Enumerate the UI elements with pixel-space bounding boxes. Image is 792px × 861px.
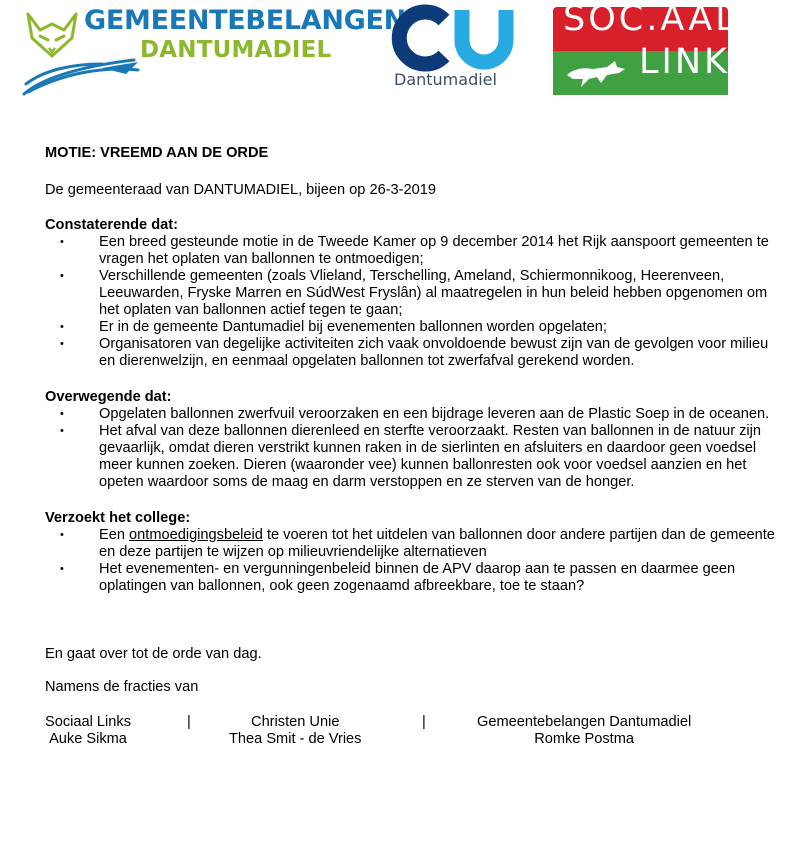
signatory-separator: |: [187, 714, 191, 730]
list-item: [45, 423, 775, 491]
signatory-party: Christen Unie: [251, 714, 340, 730]
list-item: [45, 406, 775, 423]
list-item: [45, 319, 775, 336]
christenunie-logo-subtitle: Dantumadiel: [394, 70, 497, 89]
signatory-sociaal-links: [45, 714, 131, 748]
cu-letters-mark: [392, 8, 512, 68]
bullet: •: [60, 270, 64, 282]
sociaal-links-logo-line1: SOC.AAL: [563, 0, 738, 39]
signatory-name: Auke Sikma: [49, 731, 127, 747]
swoosh-icon: [22, 56, 142, 96]
list-item: [45, 561, 775, 595]
sociaal-links-logo: [553, 0, 756, 95]
overwegende-list: [45, 406, 775, 491]
list-item: [45, 336, 775, 370]
motion-title: MOTIE: VREEMD AAN DE ORDE: [45, 145, 269, 161]
bullet: •: [60, 321, 64, 333]
bullet: •: [60, 563, 64, 575]
constaterende-list: [45, 234, 775, 370]
closing-line: En gaat over tot de orde van dag.: [45, 646, 262, 662]
verzoekt-list: [45, 527, 775, 595]
list-item-text-post: te voeren tot het uitdelen van ballonnen door andere partijen dan de gemeente en deze partijen te wijzen op milieuvriendelijke alternatieven: [99, 527, 775, 560]
gemeentebelangen-logo-line1: GEMEENTEBELANGEN: [84, 5, 406, 36]
on-behalf-line: Namens de fracties van: [45, 679, 199, 695]
signatory-party: Sociaal Links: [45, 714, 131, 730]
gemeentebelangen-logo-line2: DANTUMADIEL: [140, 37, 332, 63]
list-item-text: Organisatoren van degelijke activiteiten zich vaak onvoldoende bewust zijn van de gevolgen voor milieu en dierenwelzijn, en eenmaal opgelaten ballonnen tot zwerfafval gerekend worden.: [99, 336, 769, 369]
gemeentebelangen-logo: [22, 5, 406, 100]
list-item: [45, 234, 775, 268]
motion-document: [45, 145, 775, 750]
signatories: [45, 714, 775, 750]
signatory-party: Gemeentebelangen Dantumadiel: [477, 714, 692, 730]
bullet: •: [60, 236, 64, 248]
signatory-christen-unie: [229, 714, 361, 748]
list-item: [45, 527, 775, 561]
section-heading-constaterende: Constaterende dat:: [45, 217, 178, 233]
list-item-text: Er in de gemeente Dantumadiel bij evenementen ballonnen worden opgelaten;: [99, 319, 607, 335]
underlined-term: ontmoedigingsbeleid: [129, 527, 263, 543]
section-heading-verzoekt: Verzoekt het college:: [45, 510, 191, 526]
list-item: [45, 268, 775, 319]
list-item-text: Het evenementen- en vergunningenbeleid binnen de APV daarop aan te passen en daarmee geen oplatingen van ballonnen, ook geen zogenaamd afbreekbare, toe te staan?: [99, 561, 736, 594]
motion-intro: De gemeenteraad van DANTUMADIEL, bijeen op 26-3-2019: [45, 182, 437, 198]
signatory-separator: |: [422, 714, 426, 730]
list-item-text-pre: Een: [99, 527, 130, 543]
running-fox-icon: [563, 57, 633, 89]
bullet: •: [60, 408, 64, 420]
list-item-text: Het afval van deze ballonnen dierenleed en sterfte veroorzaakt. Resten van ballonnen in de natuur zijn gevaarlijk, omdat dieren verstrikt kunnen raken in de sierlinten en afsluiters en daardoor geen voedsel meer kunnen zoeken. Dieren (waaronder vee) kunnen ballonresten ook voor voedsel aanzien en het opeten waardoor soms de maag en darm verstoppen en ze sterven van de honger.: [99, 423, 762, 490]
bullet: •: [60, 338, 64, 350]
signatory-gemeentebelangen: [477, 714, 691, 748]
list-item-text: Verschillende gemeenten (zoals Vlieland, Terschelling, Ameland, Schiermonnikoog, Heerenveen, Leeuwarden, Fryske Marren en SúdWest Fryslân) al maatregelen in hun beleid hebben opgenomen om het oplaten van ballonnen actief tegen te gaan;: [99, 268, 768, 318]
christenunie-logo: [392, 8, 512, 94]
bullet: •: [60, 425, 64, 437]
list-item-text: Een breed gesteunde motie in de Tweede Kamer op 9 december 2014 het Rijk aanspoort gemeenten te vragen het oplaten van ballonnen te ontmoedigen;: [99, 234, 769, 267]
list-item-text: Opgelaten ballonnen zwerfvuil veroorzaken en een bijdrage leveren aan de Plastic Soep in de oceanen.: [99, 406, 770, 422]
signatory-name: Romke Postma: [534, 731, 634, 747]
sociaal-links-logo-line2: LINKS: [639, 42, 756, 82]
logo-header: [0, 0, 792, 110]
signatory-name: Thea Smit - de Vries: [229, 731, 362, 747]
bullet: •: [60, 529, 64, 541]
section-heading-overwegende: Overwegende dat:: [45, 389, 172, 405]
